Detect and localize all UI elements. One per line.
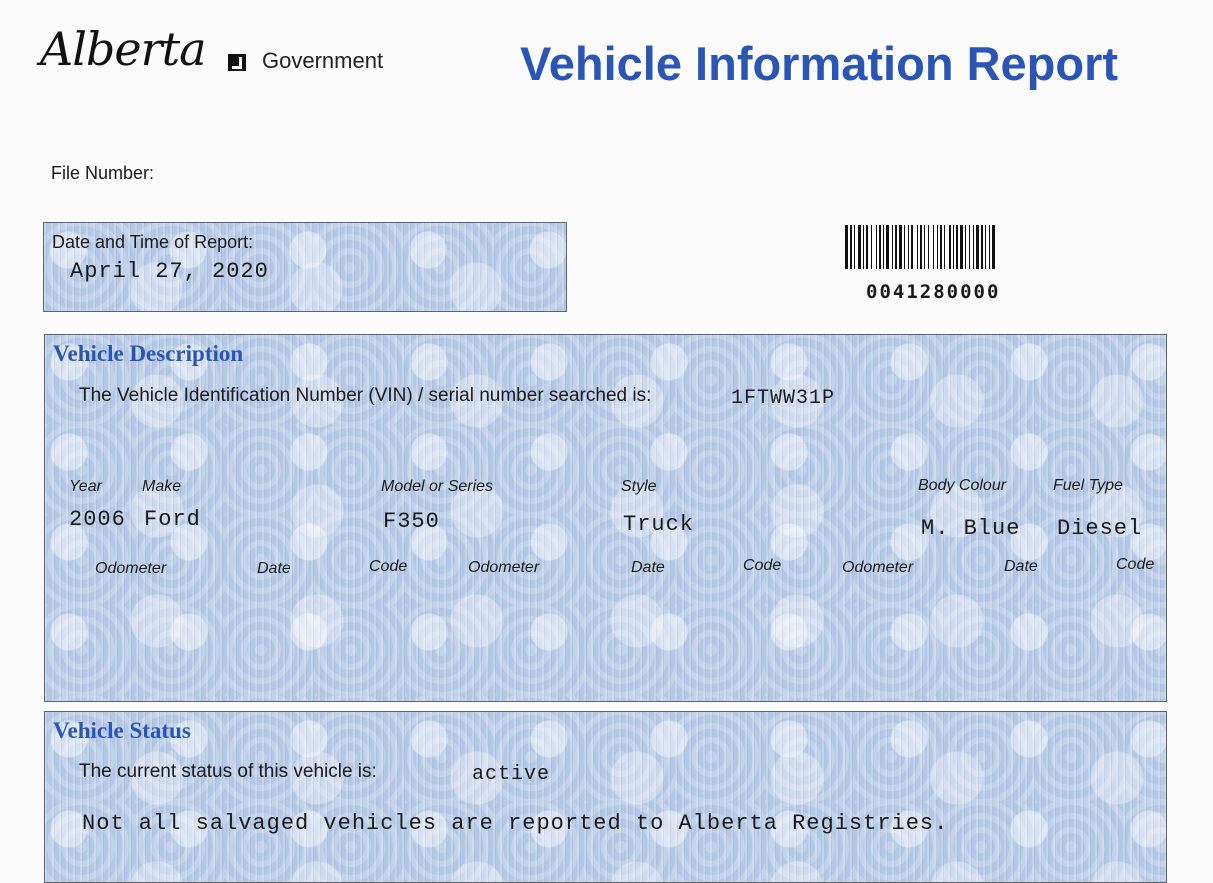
odometer-header-3: Odometer [842, 559, 914, 576]
vehicle-description-section [44, 334, 1167, 702]
vehicle-description-heading: Vehicle Description [53, 341, 244, 366]
logo-mark-icon [228, 54, 246, 71]
odometer-header-1: Odometer [95, 560, 167, 577]
barcode-number: 0041280000 [866, 281, 1001, 303]
vin-label: The Vehicle Identification Number (VIN) / serial number searched is: [79, 385, 652, 406]
report-date-value: April 27, 2020 [70, 259, 269, 284]
code-header-3: Code [1116, 556, 1155, 573]
alberta-government-logo [40, 18, 420, 88]
body-colour-value: M. Blue [921, 516, 1021, 541]
year-label: Year [69, 478, 102, 495]
vehicle-status-heading: Vehicle Status [53, 718, 191, 743]
logo-government-text: Government [262, 48, 384, 73]
body-colour-label: Body Colour [918, 477, 1007, 494]
barcode [845, 225, 1145, 269]
code-header-1: Code [369, 558, 408, 575]
report-date-label: Date and Time of Report: [52, 232, 254, 252]
odometer-header-2: Odometer [468, 559, 540, 576]
model-value: F350 [383, 509, 440, 534]
status-value: active [472, 763, 551, 786]
report-date-box [43, 222, 567, 312]
date-header-1: Date [257, 560, 291, 577]
logo-script: Alberta [40, 22, 206, 76]
vin-value: 1FTWW31P [731, 387, 836, 410]
salvage-note: Not all salvaged vehicles are reported to Alberta Registries. [82, 811, 949, 836]
model-label: Model or Series [381, 478, 494, 495]
date-header-2: Date [631, 559, 665, 576]
make-value: Ford [144, 507, 201, 532]
code-header-2: Code [743, 557, 782, 574]
fuel-type-value: Diesel [1057, 516, 1143, 541]
status-label: The current status of this vehicle is: [79, 761, 377, 782]
date-header-3: Date [1004, 558, 1038, 575]
report-title: Vehicle Information Report [520, 37, 1119, 90]
fuel-type-label: Fuel Type [1053, 477, 1123, 494]
file-number-label: File Number: [51, 163, 155, 183]
year-value: 2006 [69, 507, 126, 532]
vehicle-status-section [44, 711, 1167, 883]
make-label: Make [142, 478, 182, 495]
style-label: Style [621, 478, 657, 495]
style-value: Truck [623, 512, 695, 537]
